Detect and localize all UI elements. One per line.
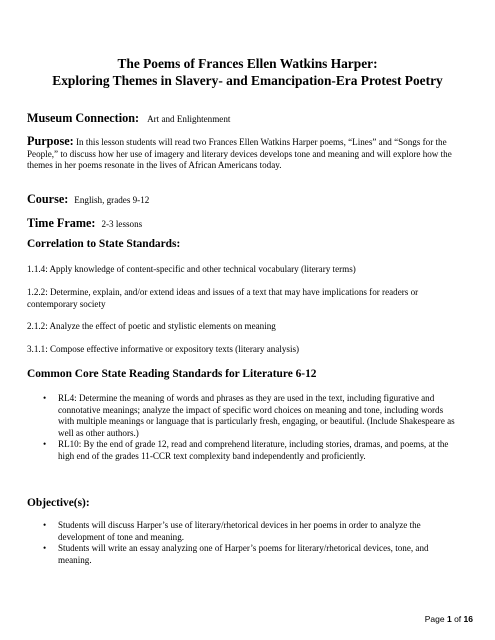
purpose-label: Purpose: (27, 134, 74, 148)
list-item (38, 543, 458, 566)
time-frame-section (27, 214, 467, 232)
total-pages: 16 (463, 614, 473, 624)
page-number: 1 (446, 614, 452, 624)
common-core-heading: Common Core State Reading Standards for Literature 6-12 (27, 368, 317, 380)
title-line-2: Exploring Themes in Slavery- and Emancipation-Era Protest Poetry (52, 73, 443, 88)
state-standard-item: 1.2.2: Determine, explain, and/or extend ideas and issues of a text that may have implications for readers or contemporary society (27, 287, 419, 309)
course-section (27, 190, 467, 208)
title-line-1: The Poems of Frances Ellen Watkins Harper: (117, 56, 378, 71)
objectives-list (38, 520, 458, 566)
objective-item-text: Students will write an essay analyzing one of Harper’s poems for literary/rhetorical devices, tone, and meaning. (58, 543, 429, 565)
objectives-heading: Objective(s): (27, 497, 90, 509)
state-standard-item: 1.1.4: Apply knowledge of content-specific and other technical vocabulary (literary terms) (27, 264, 356, 274)
state-standard-item: 2.1.2: Analyze the effect of poetic and stylistic elements on meaning (27, 321, 276, 331)
time-frame-label: Time Frame: (27, 216, 96, 230)
time-frame-value: 2-3 lessons (101, 219, 143, 229)
common-core-item-text: RL4: Determine the meaning of words and phrases as they are used in the text, including figurative and connotative meanings; analyze the impact of specific word choices on meaning and tone, including words with multiple meanings or language that is particularly fresh, engaging, or beautiful. (Include Shakespeare as well as other authors.) (58, 393, 455, 438)
museum-connection-value: Art and Enlightenment (147, 114, 231, 124)
list-item (38, 439, 458, 462)
objective-item-text: Students will discuss Harper’s use of literary/rhetorical devices in her poems in order to analyze the development of tone and meaning. (58, 520, 421, 542)
state-standard-item: 3.1.1: Compose effective informative or expository texts (literary analysis) (27, 344, 300, 354)
common-core-item-text: RL10: By the end of grade 12, read and comprehend literature, including stories, dramas, and poems, at the high end of the grades 11-CCR text complexity band independently and proficiently. (58, 439, 449, 461)
museum-connection-label: Museum Connection: (27, 111, 140, 125)
course-label: Course: (27, 192, 69, 206)
page-number-footer (425, 614, 473, 624)
museum-connection (27, 109, 467, 127)
page-word: Page (424, 614, 445, 624)
list-item (38, 520, 458, 543)
purpose-text: In this lesson students will read two Frances Ellen Watkins Harper poems, “Lines” and “Songs for the People,” to discuss how her use of imagery and literary devices develops tone and meaning and will explore how the themes in her poems resonate in the lives of African Americans today. (27, 137, 452, 170)
of-word: of (454, 614, 462, 624)
document-title (40, 55, 455, 89)
common-core-list (38, 393, 458, 462)
state-standards-heading: Correlation to State Standards: (27, 238, 181, 250)
bullet-icon: • (43, 393, 47, 403)
purpose-section (27, 136, 467, 172)
bullet-icon: • (43, 520, 47, 530)
bullet-icon: • (43, 439, 47, 449)
bullet-icon: • (43, 543, 47, 553)
course-value: English, grades 9-12 (74, 195, 150, 205)
list-item (38, 393, 458, 439)
